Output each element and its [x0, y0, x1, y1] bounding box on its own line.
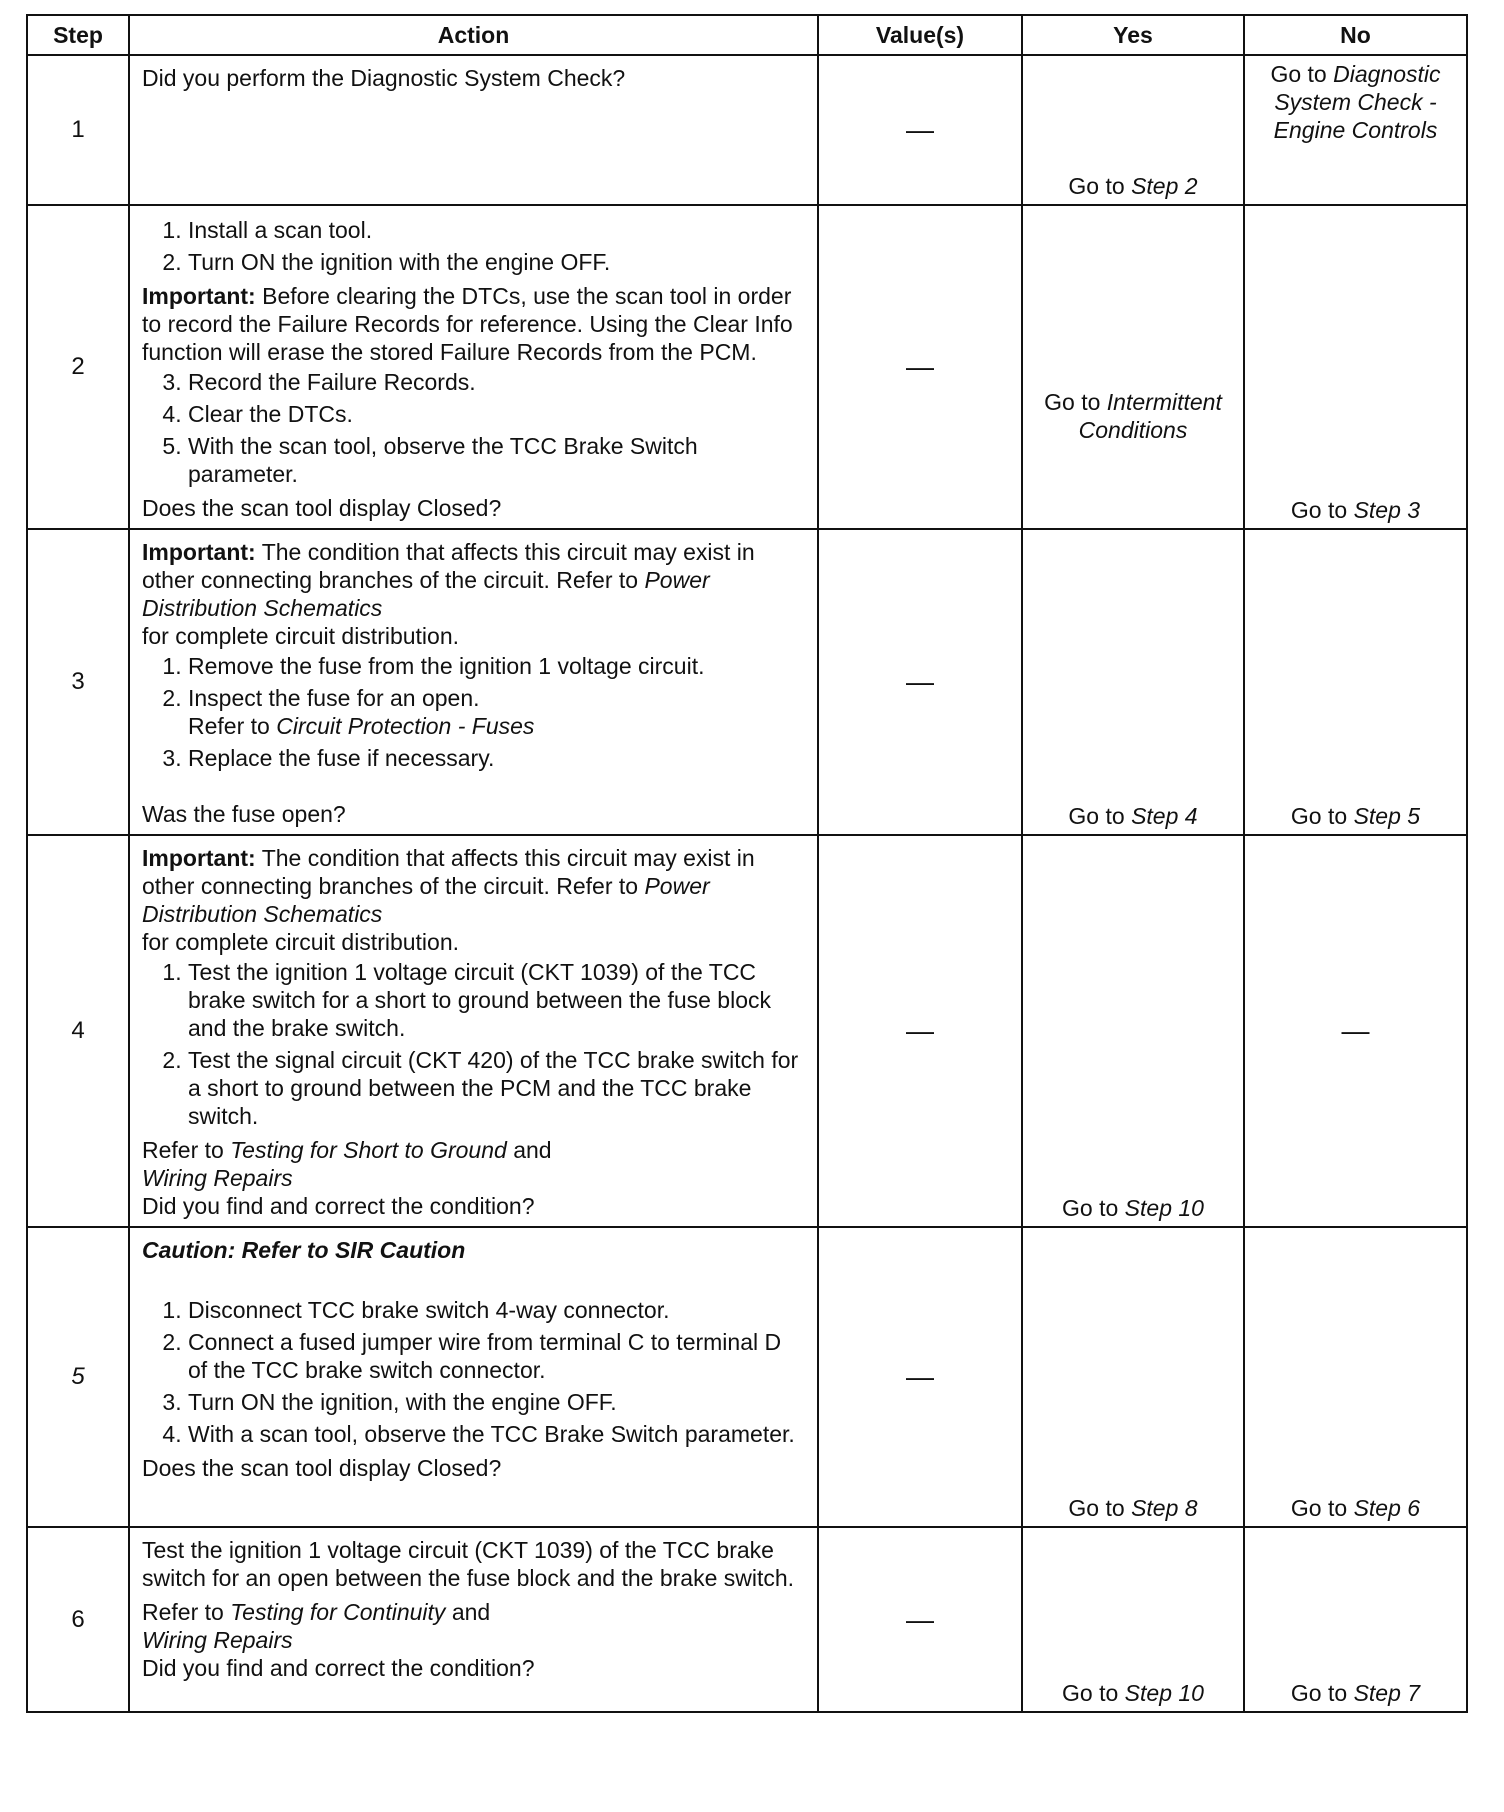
yes-cell — [1022, 1527, 1244, 1712]
refer-link[interactable]: Refer to Circuit Protection - Fuses — [188, 713, 535, 739]
value-cell: — — [818, 1527, 1022, 1712]
refer-link[interactable]: Refer to Testing for Continuity and Wiring Repairs — [142, 1599, 491, 1653]
yes-link[interactable]: Go to Intermittent Conditions — [1044, 389, 1222, 443]
no-link[interactable]: Go to Step 3 — [1290, 497, 1421, 523]
action-step: 2. Turn ON the ignition with the engine OFF. — [188, 248, 805, 276]
step-number: 2 — [27, 205, 129, 529]
yes-link[interactable]: Go to Step 10 — [1062, 1195, 1204, 1221]
action-step: 4. With a scan tool, observe the TCC Brake Switch parameter. — [188, 1420, 805, 1448]
important-note: Important: The condition that affects this circuit may exist in other connecting branches of the circuit. Refer to Power Distribution Schematics — [142, 845, 755, 927]
no-cell — [1244, 1227, 1467, 1527]
table-row — [27, 205, 1467, 529]
important-note: Important: Before clearing the DTCs, use the scan tool in order to record the Failure Records for reference. Using the Clear Info function will erase the stored Failure Records from the PCM. — [142, 283, 793, 365]
no-cell — [1244, 1527, 1467, 1712]
action-step: 1. Disconnect TCC brake switch 4-way connector. — [188, 1296, 805, 1324]
diagnostic-table — [26, 14, 1468, 1713]
table-row — [27, 1527, 1467, 1712]
step-number: 5 — [27, 1227, 129, 1527]
action-step: 2. Inspect the fuse for an open. Refer to Circuit Protection - Fuses — [188, 684, 805, 740]
no-link[interactable]: Go to Step 6 — [1290, 1495, 1421, 1521]
action-question: Did you find and correct the condition? — [142, 1655, 535, 1681]
value-cell: — — [818, 55, 1022, 205]
important-tail: for complete circuit distribution. — [142, 929, 460, 955]
yes-link[interactable]: Go to Step 10 — [1062, 1680, 1204, 1706]
yes-link[interactable]: Go to Step 8 — [1068, 1495, 1198, 1521]
no-cell — [1244, 205, 1467, 529]
header-yes: Yes — [1022, 15, 1244, 55]
yes-link[interactable]: Go to Step 4 — [1068, 803, 1198, 829]
action-cell — [129, 529, 818, 835]
header-values: Value(s) — [818, 15, 1022, 55]
action-question: Did you find and correct the condition? — [142, 1193, 535, 1219]
action-step: 5. With the scan tool, observe the TCC Brake Switch parameter. — [188, 432, 805, 488]
no-value: — — [1341, 1015, 1370, 1046]
action-cell — [129, 205, 818, 529]
action-step: 2. Test the signal circuit (CKT 420) of the TCC brake switch for a short to ground between the PCM and the TCC brake switch. — [188, 1046, 805, 1130]
value-cell: — — [818, 1227, 1022, 1527]
value-cell: — — [818, 529, 1022, 835]
step-number: 1 — [27, 55, 129, 205]
header-no: No — [1244, 15, 1467, 55]
no-cell — [1244, 55, 1467, 205]
action-cell — [129, 1227, 818, 1527]
no-link[interactable]: Go to Step 5 — [1290, 803, 1421, 829]
action-step: 3. Turn ON the ignition, with the engine OFF. — [188, 1388, 805, 1416]
no-link[interactable]: Go to Step 7 — [1290, 1680, 1421, 1706]
table-row — [27, 529, 1467, 835]
table-row — [27, 55, 1467, 205]
yes-cell — [1022, 835, 1244, 1227]
no-cell — [1244, 529, 1467, 835]
action-step: 3. Record the Failure Records. — [188, 368, 805, 396]
step-number: 4 — [27, 835, 129, 1227]
yes-cell — [1022, 529, 1244, 835]
action-step: 1. Test the ignition 1 voltage circuit (CKT 1039) of the TCC brake switch for a short to ground between the fuse block and the brake switch. — [188, 958, 805, 1042]
yes-link[interactable]: Go to Step 2 — [1068, 173, 1198, 199]
action-step: 4. Clear the DTCs. — [188, 400, 805, 428]
action-cell — [129, 55, 818, 205]
action-question: Was the fuse open? — [142, 801, 346, 827]
table-row — [27, 835, 1467, 1227]
table-row — [27, 1227, 1467, 1527]
important-note: Important: The condition that affects this circuit may exist in other connecting branches of the circuit. Refer to Power Distribution Schematics — [142, 539, 755, 621]
yes-cell — [1022, 1227, 1244, 1527]
header-action: Action — [129, 15, 818, 55]
header-row — [27, 15, 1467, 55]
no-cell — [1244, 835, 1467, 1227]
step-number: 3 — [27, 529, 129, 835]
action-text: Test the ignition 1 voltage circuit (CKT 1039) of the TCC brake switch for an open between the fuse block and the brake switch. — [142, 1537, 795, 1591]
action-step: 1. Remove the fuse from the ignition 1 voltage circuit. — [188, 652, 805, 680]
caution-note: Caution: Refer to SIR Caution — [142, 1237, 466, 1263]
yes-cell — [1022, 55, 1244, 205]
refer-link[interactable]: Refer to Testing for Short to Ground and Wiring Repairs — [142, 1137, 552, 1191]
action-step: 3. Replace the fuse if necessary. — [188, 744, 805, 772]
action-cell — [129, 1527, 818, 1712]
value-cell: — — [818, 835, 1022, 1227]
action-question: Did you perform the Diagnostic System Check? — [142, 65, 626, 91]
action-cell — [129, 835, 818, 1227]
action-step: 2. Connect a fused jumper wire from terminal C to terminal D of the TCC brake switch connector. — [188, 1328, 805, 1384]
step-number: 6 — [27, 1527, 129, 1712]
action-question: Does the scan tool display Closed? — [142, 495, 502, 521]
important-tail: for complete circuit distribution. — [142, 623, 460, 649]
no-link[interactable]: Go to Diagnostic System Check - Engine Controls — [1270, 61, 1441, 143]
action-question: Does the scan tool display Closed? — [142, 1455, 502, 1481]
value-cell: — — [818, 205, 1022, 529]
header-step: Step — [27, 15, 129, 55]
yes-cell — [1022, 205, 1244, 529]
action-step: 1. Install a scan tool. — [188, 216, 805, 244]
